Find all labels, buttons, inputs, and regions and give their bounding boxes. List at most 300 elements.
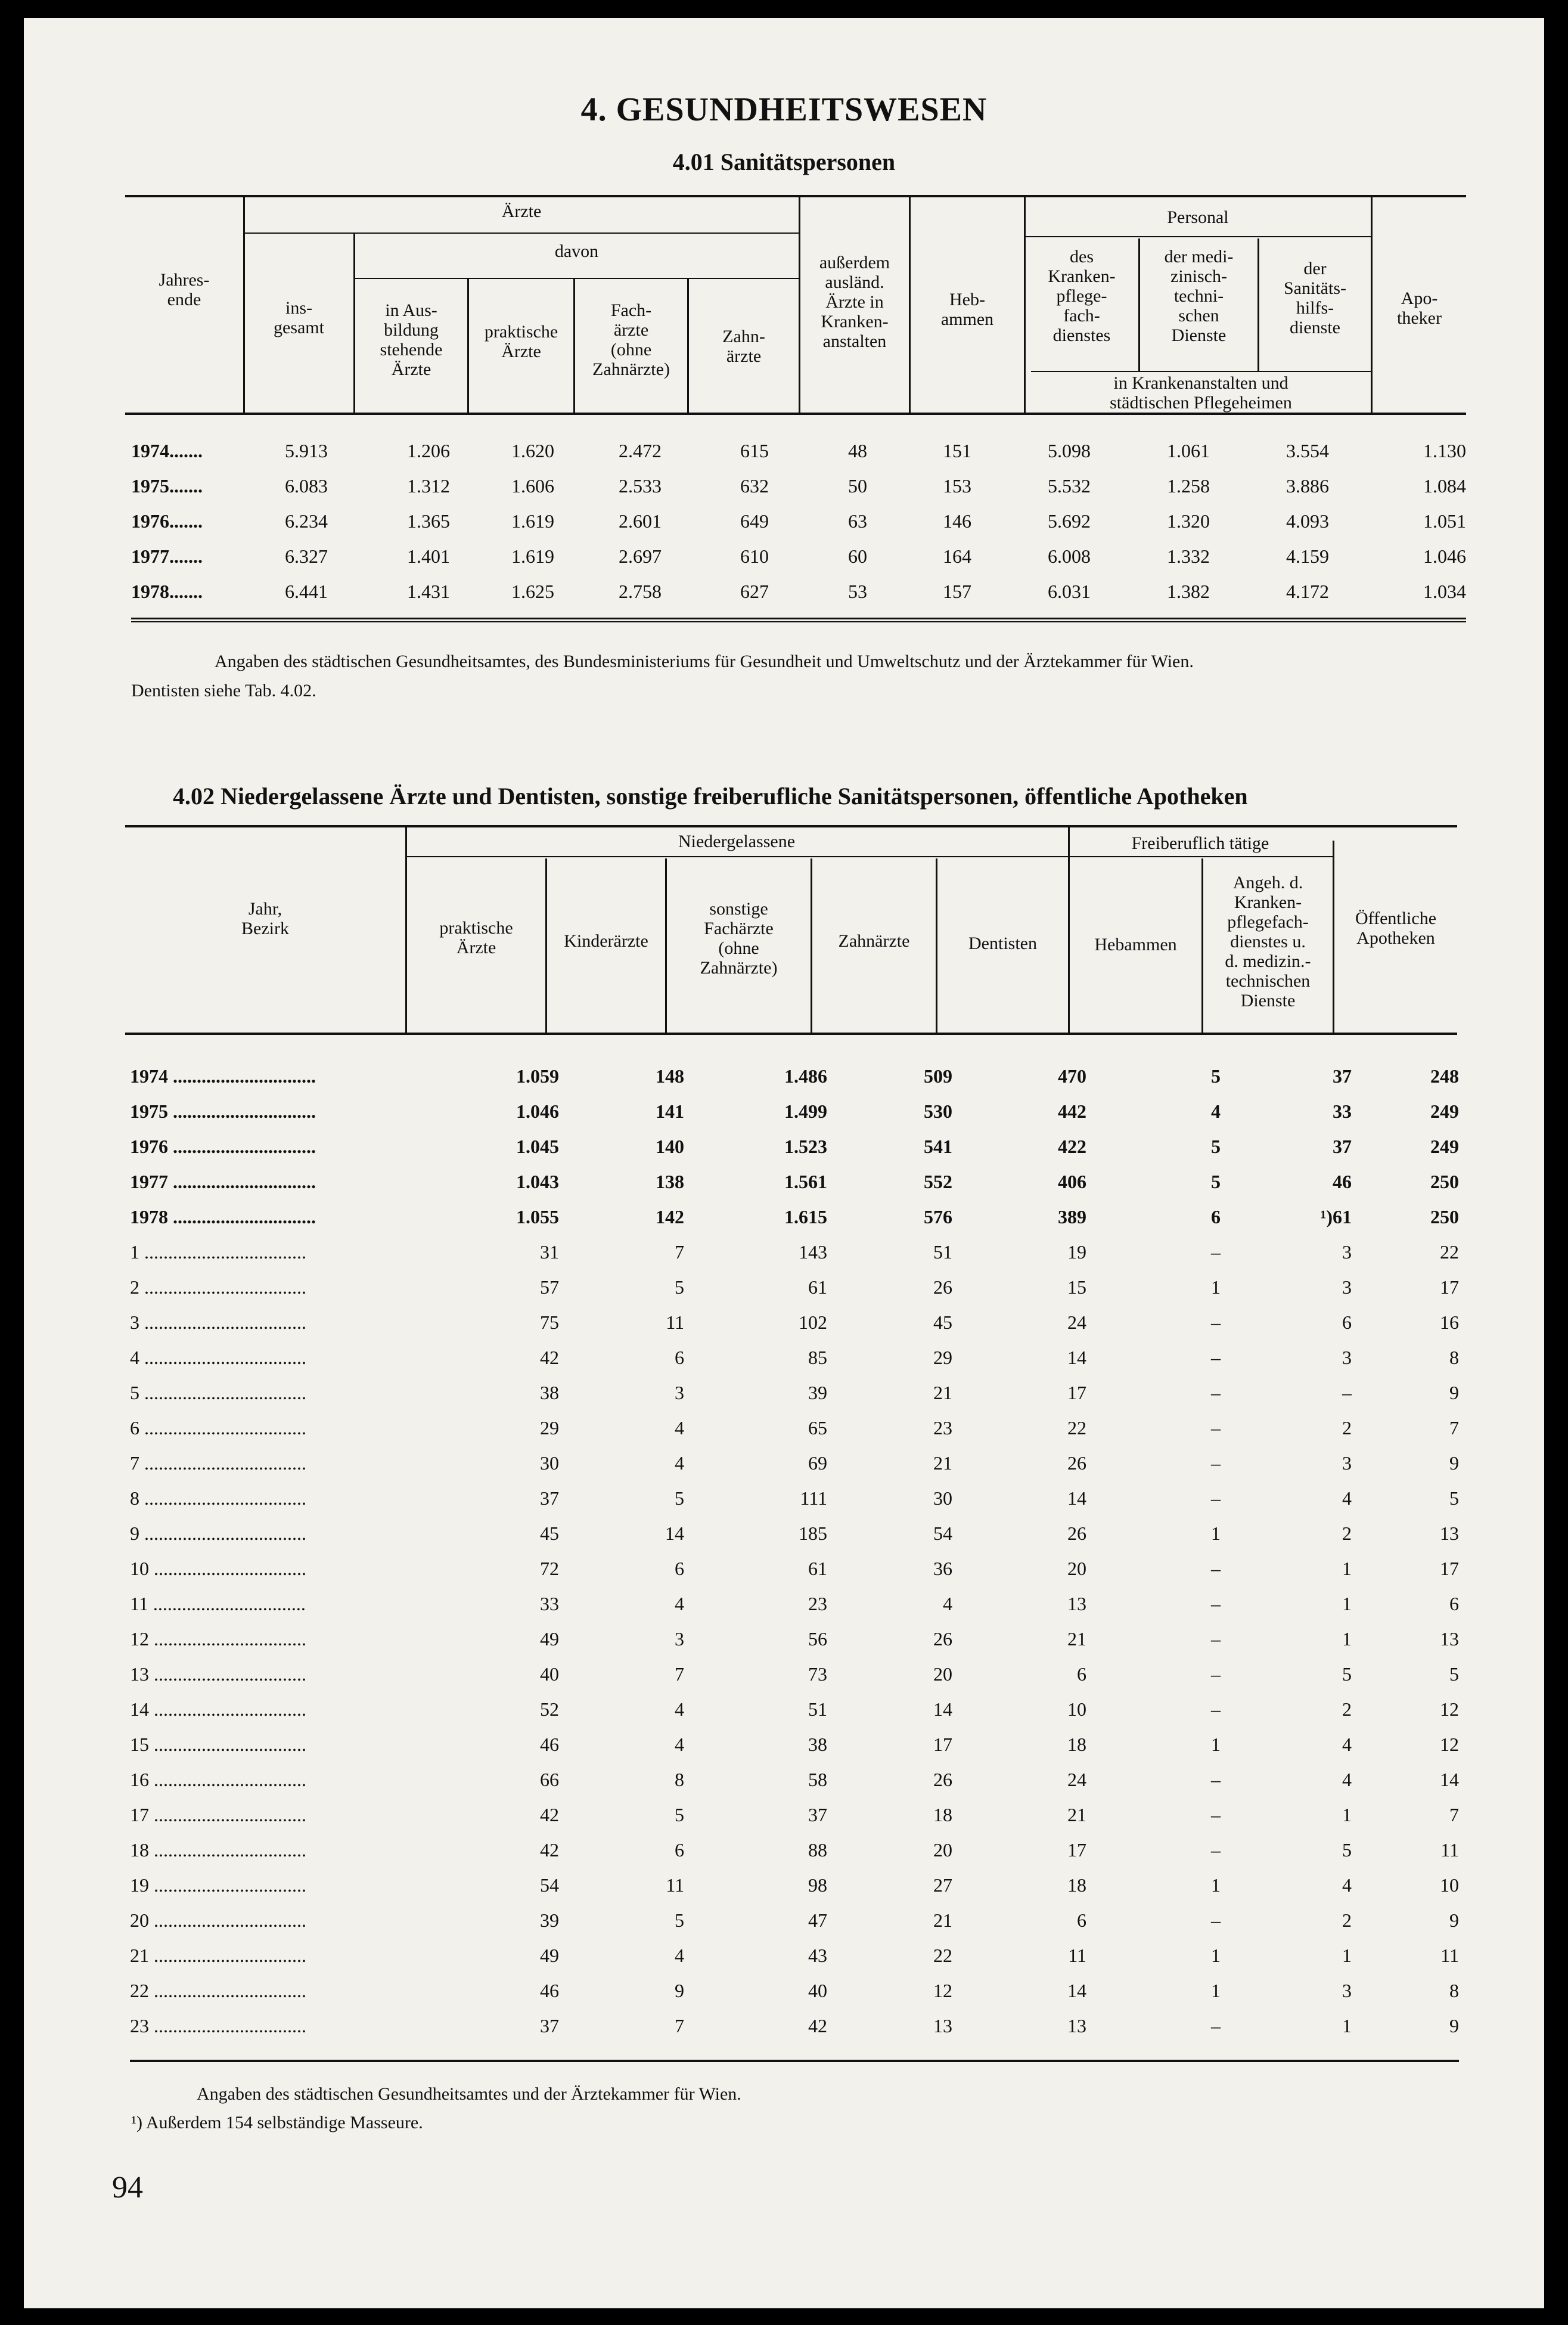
table-cell: 153 (943, 475, 971, 497)
table-cell: 6.234 (285, 510, 328, 532)
table-cell: 46 (540, 1734, 559, 1755)
row-year: 1977....... (131, 545, 203, 567)
table-cell: 2.472 (619, 440, 662, 461)
table-cell: 1 (1211, 1874, 1221, 1896)
table-cell: 60 (848, 545, 867, 567)
table-cell: 9 (1449, 1452, 1459, 1474)
table-cell: 2 (1342, 1909, 1352, 1931)
table-cell: 37 (540, 2015, 559, 2036)
table-cell: – (1211, 1241, 1221, 1263)
table-cell: 422 (1058, 1136, 1086, 1157)
table-cell: 157 (943, 581, 971, 602)
table-cell: 30 (933, 1487, 952, 1509)
table-cell: 46 (1333, 1171, 1352, 1192)
table-cell: 1.206 (407, 440, 450, 461)
header-in-ausbildung: in Aus- bildung stehende Ärzte (380, 300, 443, 379)
t2-note-2: ¹) Außerdem 154 selbständige Masseure. (131, 2113, 423, 2132)
table-cell: 249 (1430, 1100, 1459, 1122)
table-cell: 22 (1067, 1417, 1086, 1439)
table-cell: – (1211, 1628, 1221, 1650)
table-cell: – (1211, 1663, 1221, 1685)
row-label: 12 ................................ (130, 1628, 306, 1650)
table-cell: 4 (1342, 1874, 1352, 1896)
table-cell: 11 (1440, 1945, 1459, 1966)
table-cell: 48 (848, 440, 867, 461)
table-cell: 102 (799, 1312, 827, 1333)
table-cell: 26 (933, 1769, 952, 1790)
table-cell: 30 (540, 1452, 559, 1474)
table-cell: 24 (1067, 1312, 1086, 1333)
table-cell: – (1211, 1909, 1221, 1931)
district-row (130, 1868, 1459, 1903)
table-cell: 42 (540, 1839, 559, 1861)
row-label: 2 .................................. (130, 1276, 306, 1298)
table-cell: 1.486 (784, 1065, 827, 1087)
header-apotheker: Apo- theker (1397, 289, 1442, 328)
table-cell: 1 (1342, 1558, 1352, 1579)
table-cell: 7 (675, 1241, 684, 1263)
header-freiberuflich: Freiberuflich tätige (1131, 833, 1269, 853)
table-cell: 3 (1342, 1347, 1352, 1368)
header-zahnaerzte: Zahn- ärzte (722, 327, 765, 366)
table-cell: 18 (1067, 1734, 1086, 1755)
table-cell: 29 (933, 1347, 952, 1368)
page (24, 18, 1544, 2308)
table-cell: 14 (1067, 1347, 1086, 1368)
table-cell: 9 (1449, 1382, 1459, 1403)
table-cell: 541 (924, 1136, 952, 1157)
table-cell: 17 (1067, 1839, 1086, 1861)
table-cell: 40 (540, 1663, 559, 1685)
table-cell: 85 (808, 1347, 827, 1368)
table-cell: 5 (675, 1804, 684, 1825)
table-cell: 530 (924, 1100, 952, 1122)
table-cell: 23 (808, 1593, 827, 1614)
table-cell: 4.159 (1286, 545, 1329, 567)
table-cell: – (1211, 1804, 1221, 1825)
table-cell: 2 (1342, 1523, 1352, 1544)
table-cell: 2 (1342, 1417, 1352, 1439)
table-cell: 1.043 (516, 1171, 559, 1192)
table-cell: 1.258 (1167, 475, 1210, 497)
table-cell: 53 (848, 581, 867, 602)
table-cell: – (1211, 1417, 1221, 1439)
table-cell: 39 (540, 1909, 559, 1931)
table-cell: 3 (675, 1628, 684, 1650)
table-row (131, 504, 1466, 539)
table-cell: 4 (675, 1593, 684, 1614)
row-label: 6 .................................. (130, 1417, 306, 1439)
header-personal: Personal (1167, 207, 1229, 227)
table-cell: 1 (1211, 1945, 1221, 1966)
table-cell: – (1211, 1593, 1221, 1614)
table-cell: 45 (540, 1523, 559, 1544)
table-cell: 141 (656, 1100, 684, 1122)
table-cell: 24 (1067, 1769, 1086, 1790)
table-cell: 4.093 (1286, 510, 1329, 532)
table-cell: 7 (1449, 1417, 1459, 1439)
table-cell: ¹)61 (1320, 1206, 1352, 1227)
table-cell: 250 (1430, 1171, 1459, 1192)
row-label: 16 ................................ (130, 1769, 306, 1790)
district-row (130, 1797, 1459, 1833)
header-sanitaets: der Sanitäts- hilfs- dienste (1284, 259, 1346, 337)
row-label: 13 ................................ (130, 1663, 306, 1685)
row-year: 1974....... (131, 440, 203, 461)
table-cell: 1.620 (511, 440, 554, 461)
table-cell: 1.045 (516, 1136, 559, 1157)
table-cell: 69 (808, 1452, 827, 1474)
table-cell: 627 (740, 581, 769, 602)
table-cell: 11 (1440, 1839, 1459, 1861)
table-cell: 4 (675, 1452, 684, 1474)
table-cell: 5 (675, 1276, 684, 1298)
table-cell: 1 (1211, 1276, 1221, 1298)
table-cell: 43 (808, 1945, 827, 1966)
table-row (131, 574, 1466, 609)
table-cell: 2.601 (619, 510, 662, 532)
table-cell: 39 (808, 1382, 827, 1403)
table-cell: 2.697 (619, 545, 662, 567)
table-cell: 1.523 (784, 1136, 827, 1157)
table-cell: 5 (1211, 1136, 1221, 1157)
table-cell: 14 (933, 1698, 952, 1720)
table-cell: 576 (924, 1206, 952, 1227)
table-4-01-title: 4.01 Sanitätspersonen (672, 148, 896, 175)
table-cell: 6 (1449, 1593, 1459, 1614)
table-cell: 5 (1449, 1487, 1459, 1509)
table-cell: 5 (1211, 1065, 1221, 1087)
table-cell: 23 (933, 1417, 952, 1439)
table-cell: 4 (675, 1945, 684, 1966)
table-cell: 49 (540, 1945, 559, 1966)
table-cell: – (1211, 1698, 1221, 1720)
district-row (130, 1938, 1459, 1973)
table-cell: 4 (1342, 1734, 1352, 1755)
page-number: 94 (112, 2171, 143, 2205)
table-cell: 1.382 (1167, 581, 1210, 602)
table-cell: 1.619 (511, 545, 554, 567)
table-cell: 42 (540, 1804, 559, 1825)
table-cell: 13 (1067, 1593, 1086, 1614)
table-cell: 6 (1342, 1312, 1352, 1333)
table-cell: – (1211, 1382, 1221, 1403)
table-cell: 1.320 (1167, 510, 1210, 532)
row-label: 1976 .............................. (130, 1136, 316, 1157)
table-cell: 5 (675, 1487, 684, 1509)
table-cell: 21 (933, 1382, 952, 1403)
table-cell: 20 (1067, 1558, 1086, 1579)
table-cell: 2 (1342, 1698, 1352, 1720)
table-cell: 4 (1342, 1487, 1352, 1509)
table-cell: 5 (1449, 1663, 1459, 1685)
table-cell: 11 (1068, 1945, 1086, 1966)
table-cell: 51 (808, 1698, 827, 1720)
table-cell: 146 (943, 510, 971, 532)
table-cell: 3 (675, 1382, 684, 1403)
table-cell: 3.886 (1286, 475, 1329, 497)
table-cell: 5 (1342, 1839, 1352, 1861)
table-cell: 14 (1440, 1769, 1459, 1790)
table-cell: 72 (540, 1558, 559, 1579)
table-cell: 148 (656, 1065, 684, 1087)
table-cell: 45 (933, 1312, 952, 1333)
table-4-01-body (131, 433, 1466, 609)
table-cell: 1.055 (516, 1206, 559, 1227)
table-cell: 9 (675, 1980, 684, 2001)
table-cell: 52 (540, 1698, 559, 1720)
table-cell: 20 (933, 1839, 952, 1861)
table-cell: 22 (1440, 1241, 1459, 1263)
table-cell: 3 (1342, 1452, 1352, 1474)
header-personal-sub: in Krankenanstalten und städtischen Pflegeheimen (1110, 373, 1292, 413)
table-cell: 1 (1342, 1804, 1352, 1825)
table-cell: 33 (1333, 1100, 1352, 1122)
district-row (130, 1692, 1459, 1727)
table-cell: 9 (1449, 2015, 1459, 2036)
table-cell: 33 (540, 1593, 559, 1614)
table-cell: 1.499 (784, 1100, 827, 1122)
table-cell: – (1211, 1558, 1221, 1579)
table-cell: 7 (1449, 1804, 1459, 1825)
table-4-02-body (130, 1059, 1459, 2044)
row-label: 21 ................................ (130, 1945, 306, 1966)
table-cell: 3.554 (1286, 440, 1329, 461)
district-row (130, 1305, 1459, 1340)
table-cell: 1 (1342, 1945, 1352, 1966)
header-jahresende: Jahres- ende (159, 270, 210, 309)
table-cell: 37 (1333, 1136, 1352, 1157)
header-niedergelassene: Niedergelassene (678, 832, 796, 851)
table-cell: 49 (540, 1628, 559, 1650)
table-cell: 1.401 (407, 545, 450, 567)
table-cell: 13 (1440, 1628, 1459, 1650)
table-cell: 389 (1058, 1206, 1086, 1227)
table-cell: 8 (675, 1769, 684, 1790)
row-label: 8 .................................. (130, 1487, 306, 1509)
table-cell: 1.046 (516, 1100, 559, 1122)
table-cell: 4.172 (1286, 581, 1329, 602)
year-row (130, 1059, 1459, 1094)
table-cell: 6 (1077, 1909, 1086, 1931)
district-row (130, 1340, 1459, 1375)
table-cell: 57 (540, 1276, 559, 1298)
table-cell: 632 (740, 475, 769, 497)
header-hebammen: Heb- ammen (940, 290, 994, 329)
district-row (130, 1833, 1459, 1868)
table-cell: 1.130 (1423, 440, 1466, 461)
row-year: 1975....... (131, 475, 203, 497)
table-cell: 12 (1440, 1698, 1459, 1720)
table-cell: 7 (675, 1663, 684, 1685)
table-cell: 6.441 (285, 581, 328, 602)
table-cell: 58 (808, 1769, 827, 1790)
table-cell: 6.083 (285, 475, 328, 497)
table-cell: 1.061 (1167, 440, 1210, 461)
table-cell: 6.327 (285, 545, 328, 567)
table-cell: 98 (808, 1874, 827, 1896)
district-row (130, 1903, 1459, 1938)
row-label: 23 ................................ (130, 2015, 306, 2036)
table-cell: 185 (799, 1523, 827, 1544)
table-cell: 16 (1440, 1312, 1459, 1333)
district-row (130, 1270, 1459, 1305)
header-kinderaerzte: Kinderärzte (564, 931, 648, 951)
table-cell: 61 (808, 1276, 827, 1298)
district-row (130, 2008, 1459, 2044)
table-cell: 54 (540, 1874, 559, 1896)
row-label: 4 .................................. (130, 1347, 306, 1368)
year-row (130, 1129, 1459, 1164)
table-cell: 26 (933, 1628, 952, 1650)
table-cell: 21 (1067, 1804, 1086, 1825)
table-cell: 6.008 (1048, 545, 1091, 567)
table-cell: 88 (808, 1839, 827, 1861)
table-cell: 3 (1342, 1276, 1352, 1298)
row-label: 3 .................................. (130, 1312, 306, 1333)
table-cell: 22 (933, 1945, 952, 1966)
header-fachaerzte: Fach- ärzte (ohne Zahnärzte) (592, 300, 670, 379)
table-cell: 1.365 (407, 510, 450, 532)
table-cell: 20 (933, 1663, 952, 1685)
table-cell: 47 (808, 1909, 827, 1931)
district-row (130, 1622, 1459, 1657)
table-cell: 6 (675, 1839, 684, 1861)
table-cell: 54 (933, 1523, 952, 1544)
table-cell: 38 (808, 1734, 827, 1755)
table-cell: 40 (808, 1980, 827, 2001)
table-cell: 5.913 (285, 440, 328, 461)
table-cell: 138 (656, 1171, 684, 1192)
table-cell: 21 (933, 1452, 952, 1474)
table-cell: 1.059 (516, 1065, 559, 1087)
header-angeh: Angeh. d. Kranken- pflegefach- dienstes u. d. medizin.- technischen Dienste (1225, 873, 1311, 1010)
table-cell: 250 (1430, 1206, 1459, 1227)
table-cell: – (1342, 1382, 1352, 1403)
table-cell: 61 (808, 1558, 827, 1579)
table-cell: 1 (1342, 1593, 1352, 1614)
table-cell: 1 (1211, 1734, 1221, 1755)
row-label: 1974 .............................. (130, 1065, 316, 1087)
header-praktische-aerzte: praktische Ärzte (439, 918, 513, 957)
table-cell: – (1211, 2015, 1221, 2036)
table-cell: 509 (924, 1065, 952, 1087)
table-cell: 5.692 (1048, 510, 1091, 532)
row-year: 1976....... (131, 510, 203, 532)
district-row (130, 1762, 1459, 1797)
row-label: 18 ................................ (130, 1839, 306, 1861)
district-row (130, 1657, 1459, 1692)
table-cell: 610 (740, 545, 769, 567)
row-label: 14 ................................ (130, 1698, 306, 1720)
chapter-title: 4. GESUNDHEITSWESEN (580, 91, 988, 128)
table-cell: 66 (540, 1769, 559, 1790)
table-cell: 18 (1067, 1874, 1086, 1896)
district-row (130, 1973, 1459, 2008)
table-cell: 4 (675, 1417, 684, 1439)
table-cell: 4 (1342, 1769, 1352, 1790)
table-cell: 63 (848, 510, 867, 532)
year-row (130, 1094, 1459, 1129)
district-row (130, 1551, 1459, 1586)
table-cell: 12 (933, 1980, 952, 2001)
table-cell: 46 (540, 1980, 559, 2001)
table-cell: – (1211, 1839, 1221, 1861)
table-cell: 19 (1067, 1241, 1086, 1263)
table-row (131, 539, 1466, 574)
table-cell: 8 (1449, 1980, 1459, 2001)
table-cell: 1.625 (511, 581, 554, 602)
table-row (131, 469, 1466, 504)
table-cell: 1.051 (1423, 510, 1466, 532)
table-cell: – (1211, 1487, 1221, 1509)
row-label: 7 .................................. (130, 1452, 306, 1474)
header-medtech: der medi- zinisch- techni- schen Dienste (1164, 247, 1234, 345)
table-cell: 1.431 (407, 581, 450, 602)
table-cell: – (1211, 1312, 1221, 1333)
row-label: 19 ................................ (130, 1874, 306, 1896)
table-cell: – (1211, 1769, 1221, 1790)
table-cell: 5 (675, 1909, 684, 1931)
row-label: 1975 .............................. (130, 1100, 316, 1122)
table-cell: 56 (808, 1628, 827, 1650)
table-cell: 4 (1211, 1100, 1221, 1122)
district-row (130, 1586, 1459, 1622)
table-cell: 10 (1067, 1698, 1086, 1720)
table-cell: 1.312 (407, 475, 450, 497)
t2-note-1: Angaben des städtischen Gesundheitsamtes und der Ärztekammer für Wien. (197, 2084, 741, 2104)
table-cell: 42 (808, 2015, 827, 2036)
table-cell: 1.034 (1423, 581, 1466, 602)
table-cell: 17 (1440, 1276, 1459, 1298)
table-cell: 248 (1430, 1065, 1459, 1087)
table-cell: 1.606 (511, 475, 554, 497)
row-label: 15 ................................ (130, 1734, 306, 1755)
district-row (130, 1727, 1459, 1762)
table-cell: 17 (1440, 1558, 1459, 1579)
table-cell: 164 (943, 545, 971, 567)
table-cell: 1 (1342, 1628, 1352, 1650)
year-row (130, 1199, 1459, 1235)
row-label: 1978 .............................. (130, 1206, 316, 1227)
table-cell: 111 (800, 1487, 827, 1509)
header-jahr-bezirk: Jahr, Bezirk (241, 899, 289, 938)
header-praktische: praktische Ärzte (484, 322, 558, 361)
table-cell: 1 (1342, 2015, 1352, 2036)
table-cell: 1.619 (511, 510, 554, 532)
year-row (130, 1164, 1459, 1199)
header-sonstige-fachaerzte: sonstige Fachärzte (ohne Zahnärzte) (700, 899, 778, 978)
table-cell: 11 (666, 1312, 684, 1333)
district-row (130, 1410, 1459, 1446)
table-cell: 12 (1440, 1734, 1459, 1755)
table-cell: 14 (665, 1523, 684, 1544)
table-cell: 4 (675, 1734, 684, 1755)
table-cell: 151 (943, 440, 971, 461)
table-cell: 29 (540, 1417, 559, 1439)
header-insgesamt: ins- gesamt (274, 298, 324, 337)
header-apotheken: Öffentliche Apotheken (1355, 909, 1437, 948)
table-cell: 11 (666, 1874, 684, 1896)
table-cell: 26 (933, 1276, 952, 1298)
table-cell: 552 (924, 1171, 952, 1192)
table-cell: 51 (933, 1241, 952, 1263)
row-label: 5 .................................. (130, 1382, 306, 1403)
district-row (130, 1446, 1459, 1481)
table-cell: 73 (808, 1663, 827, 1685)
table-cell: 26 (1067, 1452, 1086, 1474)
table-cell: 249 (1430, 1136, 1459, 1157)
